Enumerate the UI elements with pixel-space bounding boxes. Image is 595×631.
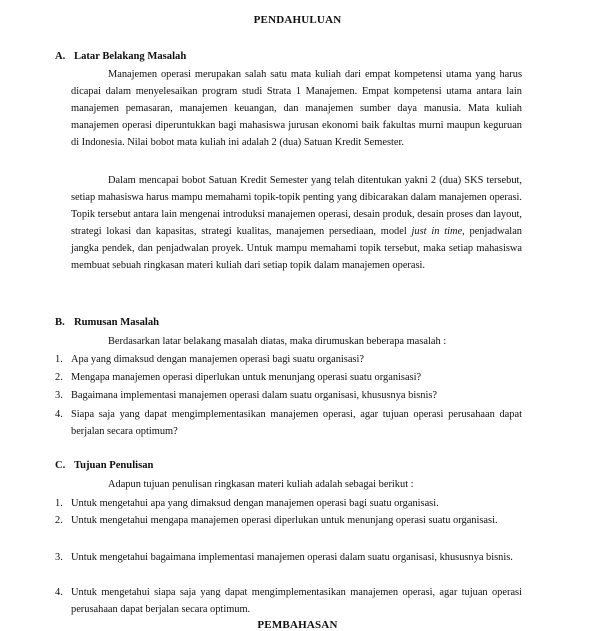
section-a-paragraph-1: Manajemen operasi merupakan salah satu mata kuliah dari empat kompetensi utama yang harus dicapai dalam menyelesaikan program studi Strata 1 Manajemen. Empat kompetensi utama antara lain manajemen pemasaran, manajemen keuangan, dan manajemen sumber daya manusia. Mata kuliah manajemen operasi diperuntukkan bagi mahasiswa jurusan ekonomi baik fakultas murni maupun keguruan di Indonesia. Nilai bobot mata kuliah ini adalah 2 (dua) Satuan Kredit Semester. (71, 69, 522, 149)
next-section-title: PEMBAHASAN (257, 619, 338, 631)
section-a-title: Latar Belakang Masalah (74, 51, 187, 62)
list-item (55, 387, 522, 404)
section-b-intro: Berdasarkan latar belakang masalah diatas, maka dirumuskan beberapa masalah : (108, 336, 447, 347)
list-item-number: 4. (55, 409, 63, 420)
section-a-heading (55, 51, 186, 62)
section-b-title: Rumusan Masalah (74, 317, 160, 328)
list-item (55, 584, 522, 618)
list-item-number: 2. (55, 515, 63, 526)
section-b-letter: B. (55, 317, 65, 328)
list-item-text: Mengapa manajemen operasi diperlukan untuk menunjang operasi suatu organisasi? (71, 372, 422, 383)
list-item (55, 495, 522, 512)
list-item-text: Apa yang dimaksud dengan manajemen operasi bagi suatu organisasi? (71, 354, 364, 365)
list-item-text: Bagaimana implementasi manajemen operasi dalam suatu organisasi, khususnya bisnis? (71, 390, 437, 401)
list-item-text: Untuk mengetahui mengapa manajemen operasi diperlukan untuk menunjang operasi suatu organisasi. (71, 515, 498, 526)
list-item-text: Siapa saja yang dapat mengimplementasikan manajemen operasi, agar tujuan operasi perusahaan dapat berjalan secara optimum? (71, 409, 522, 437)
section-c-title: Tujuan Penulisan (74, 460, 154, 471)
list-item-number: 4. (55, 587, 63, 598)
page-title: PENDAHULUAN (253, 14, 342, 26)
list-item-text: Untuk mengetahui apa yang dimaksud dengan manajemen operasi bagi suatu organisasi. (71, 498, 439, 509)
list-item-text: Untuk mengetahui bagaimana implementasi manajemen operasi dalam suatu organisasi, khususnya bisnis. (71, 552, 513, 563)
list-item (55, 512, 522, 529)
section-c-letter: C. (55, 460, 66, 471)
list-item-number: 3. (55, 552, 63, 563)
list-item (55, 406, 522, 440)
section-c-heading (55, 460, 153, 471)
section-a-letter: A. (55, 51, 66, 62)
paragraph-2-text-after: , penjadwalan jangka pendek, dan penjadwalan proyek. Untuk mampu memahami topik tersebut, maka setiap mahasiswa membuat sebuah ringkasan materi kuliah dari setiap topik dalam manajemen operasi. (71, 226, 522, 272)
list-item-number: 1. (55, 354, 63, 365)
list-item-number: 2. (55, 372, 63, 383)
list-item (55, 549, 522, 566)
list-item-text: Untuk mengetahui siapa saja yang dapat mengimplementasikan manajemen operasi, agar tujuan operasi perusahaan dapat berjalan secara optimum. (71, 587, 522, 615)
section-a-paragraph-2 (71, 172, 522, 275)
list-item (55, 351, 522, 368)
list-item (55, 369, 522, 386)
paragraph-2-italic-term: just in time (411, 226, 463, 238)
section-b-heading (55, 317, 159, 328)
section-c-intro: Adapun tujuan penulisan ringkasan materi kuliah adalah sebagai berikut : (108, 479, 414, 490)
list-item-number: 3. (55, 390, 63, 401)
list-item-number: 1. (55, 498, 63, 509)
paragraph-2-text-before: Dalam mencapai bobot Satuan Kredit Semester yang telah ditentukan yakni 2 (dua) SKS tersebut, setiap mahasiswa harus mampu memahami topik-topik penting yang dibicarakan dalam manajemen operasi. Topik tersebut antara lain mengenai introduksi manajemen operasi, desain produk, desain proses dan layout, strategi lokasi dan kapasitas, strategi kualitas, manajemen persediaan, model (71, 175, 522, 238)
